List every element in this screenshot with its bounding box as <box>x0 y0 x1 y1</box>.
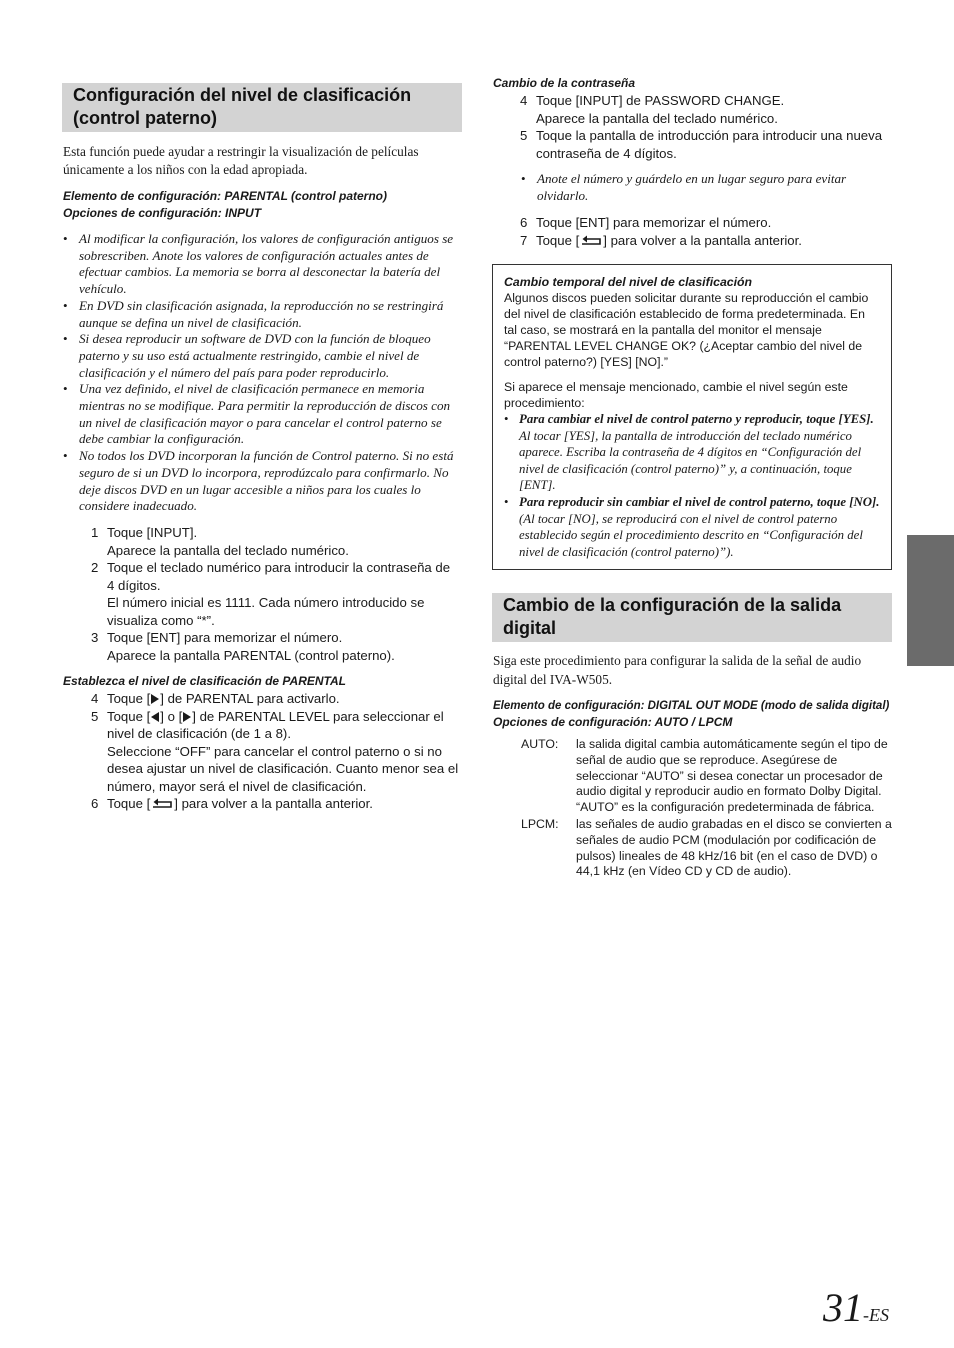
step-text: ] de PARENTAL para activarlo. <box>160 691 340 706</box>
note-box-list <box>504 411 881 560</box>
definition-list <box>492 737 892 881</box>
section-heading-parental: Configuración del nivel de clasificación (control paterno) <box>62 83 462 132</box>
definition-desc: las señales de audio grabadas en el disco se convierten a señales de audio PCM (modulación por codificación de pulsos) lineales de 48 kHz/16 bit (en el caso de DVD) o 44,1 kHz (en Vídeo CD y CD de audio). <box>576 816 892 879</box>
step-sub: Aparece la pantalla del teclado numérico. <box>536 110 778 126</box>
steps-list-a <box>91 524 461 664</box>
step-number: 6 <box>520 215 528 230</box>
definition-term: AUTO: <box>521 737 559 751</box>
step-text: ] para volver a la pantalla anterior. <box>603 232 802 248</box>
step-number: 5 <box>520 128 528 143</box>
page-number-value: 31 <box>823 1285 863 1330</box>
step-pre: Toque <box>107 525 147 540</box>
note-text: Al tocar [YES], la pantalla de introducción del teclado numérico aparece. Escriba la contraseña de 4 dígitos en “Configuración del nivel de clasificación (control paterno)” y, a continuación, toque [ENT]. <box>519 428 862 493</box>
step-item <box>91 559 461 629</box>
note-box-para2: Si aparece el mensaje mencionado, cambie el nivel según este procedimiento: <box>504 380 848 410</box>
definition-row <box>492 817 892 880</box>
definition-desc: la salida digital cambia automáticamente según el tipo de señal de audio que se reproduce. Asegúrese de seleccionar “AUTO” si desea conectar un procesador de audio digital y reproducir audio en formato Dolby Digital. “AUTO” es la configuración predeterminada de fábrica. <box>576 737 888 815</box>
left-arrow-icon <box>151 712 159 722</box>
list-item <box>504 411 881 494</box>
step-pre: Toque [ <box>107 708 151 724</box>
note-bold: Para reproducir sin cambiar el nivel de control paterno, toque [NO]. <box>519 494 880 509</box>
step-sub: Aparece la pantalla del teclado numérico. <box>107 542 349 558</box>
step-number: 6 <box>91 796 99 811</box>
step-number: 5 <box>91 708 99 724</box>
definition-row <box>492 737 892 816</box>
step-item <box>91 795 461 813</box>
parental-level-subheading: Establezca el nivel de clasificación de PARENTAL <box>63 674 346 688</box>
step-text: Toque [INPUT] de PASSWORD CHANGE. <box>536 93 785 108</box>
step-item <box>520 214 892 232</box>
step-text: [INPUT]. <box>146 525 198 540</box>
right-arrow-icon <box>151 694 159 704</box>
list-item: • No todos los DVD incorporan la función de Control paterno. Si no está seguro de si un DVD lo incorpora, reprodúzcalo para confirmarlo. No deje discos DVD en un lugar accesible a niños para los cuales lo considere inadecuado. <box>63 448 461 515</box>
step-pre: Toque [ <box>107 691 151 706</box>
step-number: 4 <box>91 691 99 706</box>
step-item <box>520 127 892 162</box>
step-item <box>91 690 461 708</box>
right-arrow-icon <box>183 712 191 722</box>
list-item <box>504 494 881 560</box>
page-number <box>823 1284 889 1339</box>
list-item: • En DVD sin clasificación asignada, la reproducción no se restringirá aunque se defina un nivel de clasificación. <box>63 298 461 331</box>
step-sub: Aparece la pantalla PARENTAL (control paterno). <box>107 647 395 663</box>
step-item <box>91 629 461 664</box>
definition-term: LPCM: <box>521 816 559 831</box>
step-number: 4 <box>520 93 528 108</box>
password-subheading: Cambio de la contraseña <box>493 76 636 90</box>
step-sub: El número inicial es 1111. Cada número introducido se visualiza como “*”. <box>107 595 425 628</box>
note-text: (Al tocar [NO], se reproducirá con el nivel de control paterno establecido según el procedimiento descrito en “Configuración del nivel de clasificación (control paterno)”). <box>519 511 863 559</box>
step-number: 1 <box>91 525 99 540</box>
note-box-title: Cambio temporal del nivel de clasificación <box>504 275 753 289</box>
step-text: Toque [ENT] para memorizar el número. <box>536 215 772 230</box>
return-icon <box>579 234 603 247</box>
password-steps-2 <box>520 214 892 249</box>
step-text: ] de PARENTAL LEVEL para seleccionar el nivel de clasificación (de 1 a 8). <box>107 708 444 741</box>
step-pre: Toque [ <box>536 232 580 248</box>
step-pre: Toque [ <box>107 796 151 811</box>
intro-text-2: Siga este procedimiento para configurar la salida de la señal de audio digital del IVA-W505. <box>493 653 862 687</box>
note-bold: Para cambiar el nivel de control paterno y reproducir, toque [YES]. <box>519 412 874 426</box>
password-note <box>521 171 881 204</box>
section-tab <box>907 535 954 666</box>
list-item: • Una vez definido, el nivel de clasificación permanece en memoria mientras no se modifique. Para permitir la reproducción de discos con un nivel de clasificación mayor o para cancelar el control paterno se debe cambiar la configuración. <box>63 381 461 448</box>
return-icon <box>150 797 174 810</box>
step-number: 3 <box>91 630 99 645</box>
password-steps <box>520 92 892 162</box>
setting-options-label-2: Opciones de configuración: AUTO / LPCM <box>493 715 733 729</box>
step-text: Toque el teclado numérico para introducir la contraseña de 4 dígitos. <box>107 560 451 593</box>
notes-list <box>63 231 461 515</box>
list-item: • Anote el número y guárdelo en un lugar seguro para evitar olvidarlo. <box>521 171 881 204</box>
setting-options-label: Opciones de configuración: INPUT <box>63 206 262 220</box>
step-number: 7 <box>520 232 528 248</box>
steps-list-b <box>91 690 461 813</box>
step-item <box>91 524 461 559</box>
intro-text: Esta función puede ayudar a restringir la visualización de películas únicamente a los niños con la edad apropiada. <box>63 144 419 177</box>
temporary-change-note-box <box>492 264 892 570</box>
step-text: [ENT] para memorizar el número. <box>146 630 343 645</box>
setting-item-label-2: Elemento de configuración: DIGITAL OUT MODE (modo de salida digital) <box>493 700 890 712</box>
step-number: 2 <box>91 560 99 575</box>
note-box-para1: Algunos discos pueden solicitar durante su reproducción el cambio del nivel de clasificación establecido de forma predeterminada. En tal caso, se mostrará en la pantalla del monitor el mensaje “PARENTAL LEVEL CHANGE OK? (¿Aceptar cambio del nivel de control paterno?) [YES] [NO].” <box>504 291 869 369</box>
step-pre: Toque <box>107 630 147 645</box>
step-item <box>520 92 892 127</box>
step-item <box>520 232 892 250</box>
step-item <box>91 708 461 796</box>
page-language-suffix: -ES <box>863 1305 889 1325</box>
list-item: • Si desea reproducir un software de DVD con la función de bloqueo paterno y su uso está actualmente restringido, cambie el nivel de clasificación y el número del país para poder reproducirlo. <box>63 331 461 381</box>
step-text: ] para volver a la pantalla anterior. <box>174 796 373 811</box>
step-sub: Seleccione “OFF” para cancelar el control paterno o si no desea ajustar un nivel de clasificación. Cuanto menor sea el número, mayor será el nivel de clasificación. <box>107 743 459 794</box>
list-item: • Al modificar la configuración, los valores de configuración antiguos se sobrescriben. Anote los valores de configuración actuales antes de efectuar cambios. La memoria se borra al desconectar la batería del vehículo. <box>63 231 461 298</box>
step-text: Toque la pantalla de introducción para introducir una nueva contraseña de 4 dígitos. <box>536 128 883 161</box>
section-heading-digital-out: Cambio de la configuración de la salida digital <box>492 593 892 642</box>
step-mid: ] o [ <box>160 708 183 724</box>
setting-item-label: Elemento de configuración: PARENTAL (control paterno) <box>63 189 388 203</box>
